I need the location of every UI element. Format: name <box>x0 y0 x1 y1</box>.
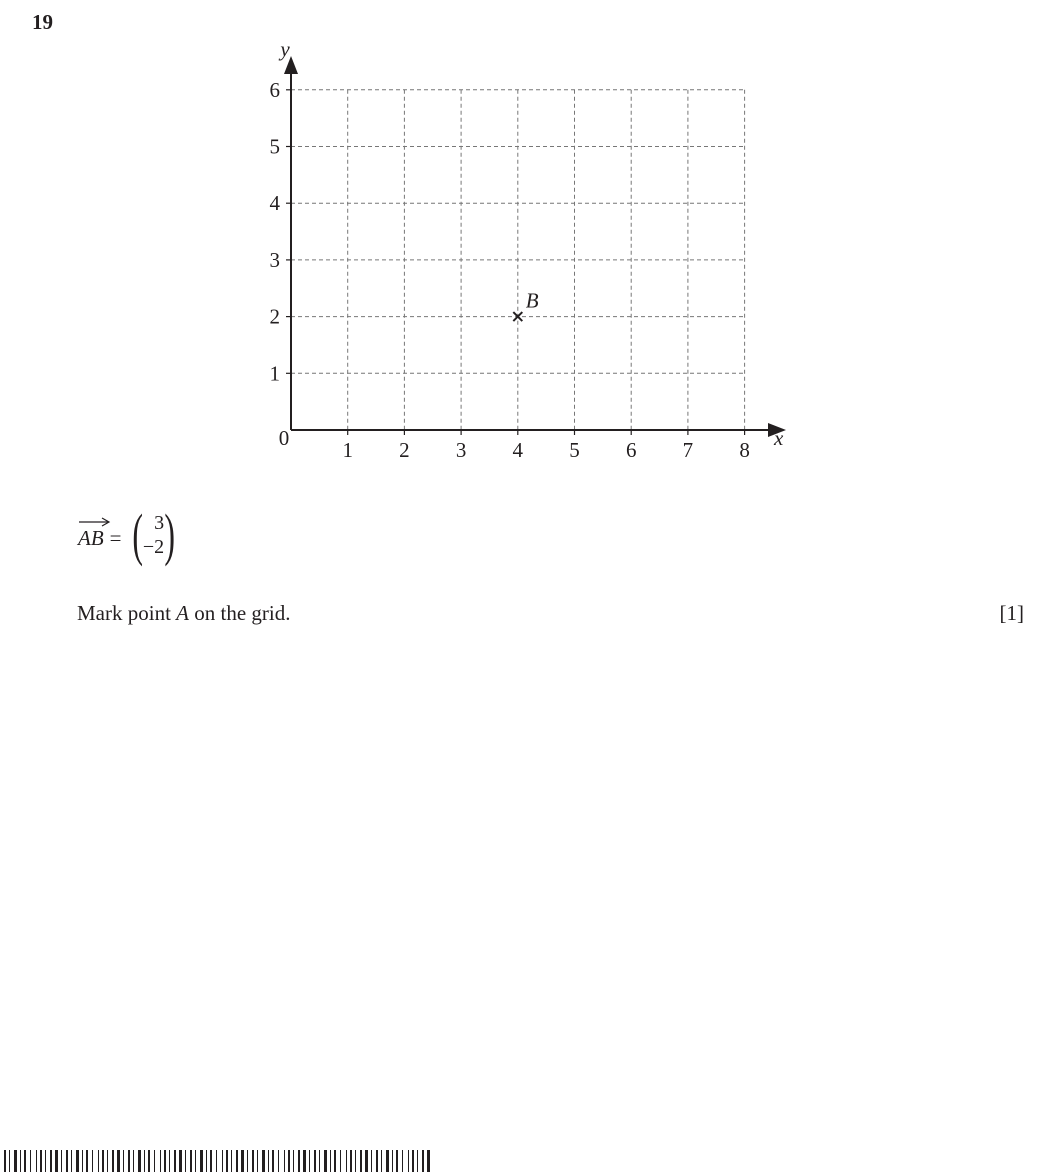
barcode-bar-75 <box>392 1150 393 1172</box>
column-vector <box>143 511 164 559</box>
instruction-part-2: on the grid. <box>188 601 291 625</box>
barcode-bar-50 <box>262 1150 265 1172</box>
instruction-text <box>77 601 290 626</box>
equals-sign: = <box>109 525 122 550</box>
question-number: 19 <box>32 10 53 34</box>
barcode-bar-4 <box>24 1150 26 1172</box>
barcode-bar-43 <box>226 1150 228 1172</box>
barcode-bar-78 <box>408 1150 409 1172</box>
marks-allocation: [1] <box>999 601 1024 625</box>
left-parenthesis: ( <box>131 502 143 567</box>
barcode-bar-2 <box>14 1150 17 1172</box>
x-tick-label-3: 3 <box>455 438 467 462</box>
barcode-bar-63 <box>330 1150 331 1172</box>
barcode-bar-9 <box>50 1150 52 1172</box>
barcode-bar-7 <box>40 1150 42 1172</box>
barcode-bar-53 <box>278 1150 279 1172</box>
vector-start-point: A <box>78 525 91 550</box>
barcode-bar-52 <box>272 1150 274 1172</box>
barcode-bar-65 <box>340 1150 341 1172</box>
barcode-bar-74 <box>386 1150 389 1172</box>
barcode-bar-47 <box>247 1150 248 1172</box>
barcode-bar-22 <box>117 1150 120 1172</box>
barcode-bar-51 <box>268 1150 269 1172</box>
barcode-bar-41 <box>216 1150 217 1172</box>
x-tick-label-2: 2 <box>399 438 410 462</box>
y-tick-label-3: 3 <box>269 247 280 272</box>
y-axis-label: y <box>280 37 290 61</box>
barcode-bar-48 <box>252 1150 254 1172</box>
barcode-bar-12 <box>66 1150 68 1172</box>
barcode-bar-59 <box>309 1150 310 1172</box>
barcode-bar-10 <box>55 1150 58 1172</box>
barcode-bar-49 <box>257 1150 258 1172</box>
gridlines <box>291 90 745 430</box>
vector-name <box>78 520 104 551</box>
barcode-bar-32 <box>169 1150 170 1172</box>
barcode-bar-69 <box>360 1150 362 1172</box>
barcode-bar-60 <box>314 1150 316 1172</box>
barcode-bar-70 <box>365 1150 368 1172</box>
barcode-bar-40 <box>210 1150 212 1172</box>
barcode-bar-28 <box>148 1150 150 1172</box>
vector-end-point: B <box>90 525 104 550</box>
barcode-bar-61 <box>319 1150 320 1172</box>
barcode-bar-76 <box>396 1150 398 1172</box>
barcode-bar-46 <box>241 1150 244 1172</box>
barcode-bar-30 <box>160 1150 161 1172</box>
barcode-bar-80 <box>417 1150 418 1172</box>
y-tick-label-6: 6 <box>269 77 280 102</box>
barcode-bar-11 <box>61 1150 62 1172</box>
barcode-bar-19 <box>102 1150 104 1172</box>
barcode-bar-27 <box>144 1150 145 1172</box>
barcode-bar-62 <box>324 1150 327 1172</box>
barcode-bar-68 <box>355 1150 356 1172</box>
x-tick-label-5: 5 <box>569 438 580 462</box>
barcode-bar-1 <box>9 1150 10 1172</box>
barcode-bar-56 <box>293 1150 294 1172</box>
barcode-bar-71 <box>371 1150 372 1172</box>
barcode-bar-54 <box>284 1150 285 1172</box>
barcode-bar-16 <box>86 1150 88 1172</box>
barcode-bar-8 <box>45 1150 46 1172</box>
barcode-bar-18 <box>98 1150 99 1172</box>
origin-label: 0 <box>278 426 290 450</box>
barcode-bar-24 <box>128 1150 130 1172</box>
point-B <box>513 289 539 322</box>
barcode-bar-79 <box>412 1150 414 1172</box>
right-parenthesis: ) <box>164 502 176 567</box>
point-B-label: B <box>525 288 539 313</box>
y-tick-label-4: 4 <box>269 191 280 216</box>
y-tick-label-1: 1 <box>269 361 280 386</box>
barcode-bar-13 <box>71 1150 72 1172</box>
x-tick-label-8: 8 <box>739 438 750 462</box>
barcode-bar-35 <box>185 1150 186 1172</box>
barcode-bar-38 <box>200 1150 203 1172</box>
barcode-bar-66 <box>346 1150 347 1172</box>
barcode-bar-0 <box>4 1150 6 1172</box>
vector-arrow-icon <box>78 516 112 528</box>
barcode-bar-45 <box>236 1150 238 1172</box>
vector-ab-definition <box>78 502 179 567</box>
barcode-bar-67 <box>350 1150 352 1172</box>
barcode-bar-39 <box>206 1150 207 1172</box>
barcode-bar-15 <box>82 1150 83 1172</box>
y-tick-label-2: 2 <box>269 304 280 329</box>
barcode-bar-33 <box>174 1150 176 1172</box>
barcode-bar-6 <box>36 1150 37 1172</box>
barcode-bar-3 <box>20 1150 21 1172</box>
x-tick-label-4: 4 <box>512 438 524 462</box>
barcode-bar-29 <box>154 1150 155 1172</box>
barcode-bar-26 <box>138 1150 141 1172</box>
barcode-bar-58 <box>303 1150 306 1172</box>
barcode-bar-34 <box>179 1150 182 1172</box>
instruction-point-name: A <box>176 601 189 625</box>
barcode-bar-36 <box>190 1150 192 1172</box>
barcode-bar-81 <box>422 1150 424 1172</box>
barcode-bar-64 <box>334 1150 336 1172</box>
barcode-bar-44 <box>231 1150 232 1172</box>
barcode-bar-20 <box>107 1150 108 1172</box>
barcode <box>4 1150 434 1172</box>
barcode-bar-55 <box>288 1150 290 1172</box>
vector-top-component: 3 <box>154 512 165 534</box>
barcode-bar-25 <box>133 1150 134 1172</box>
x-tick-label-6: 6 <box>625 438 637 462</box>
barcode-bar-37 <box>195 1150 196 1172</box>
instruction-part-1: Mark point <box>77 601 177 625</box>
y-tick-label-5: 5 <box>269 134 280 159</box>
axes <box>284 56 786 437</box>
barcode-bar-21 <box>112 1150 114 1172</box>
barcode-bar-77 <box>402 1150 403 1172</box>
barcode-bar-31 <box>164 1150 166 1172</box>
vector-bottom-component: −2 <box>142 536 165 558</box>
coordinate-grid[interactable] <box>0 0 1056 480</box>
x-tick-label-7: 7 <box>682 438 694 462</box>
barcode-bar-17 <box>92 1150 93 1172</box>
barcode-bar-14 <box>76 1150 79 1172</box>
tick-labels <box>270 37 785 462</box>
barcode-bar-5 <box>30 1150 31 1172</box>
barcode-bar-57 <box>298 1150 300 1172</box>
barcode-bar-72 <box>376 1150 378 1172</box>
plotted-points <box>513 289 539 322</box>
barcode-bar-82 <box>427 1150 430 1172</box>
barcode-bar-23 <box>123 1150 124 1172</box>
barcode-bar-73 <box>381 1150 382 1172</box>
x-tick-label-1: 1 <box>342 438 353 462</box>
x-axis-label: x <box>774 426 784 450</box>
barcode-bar-42 <box>222 1150 223 1172</box>
